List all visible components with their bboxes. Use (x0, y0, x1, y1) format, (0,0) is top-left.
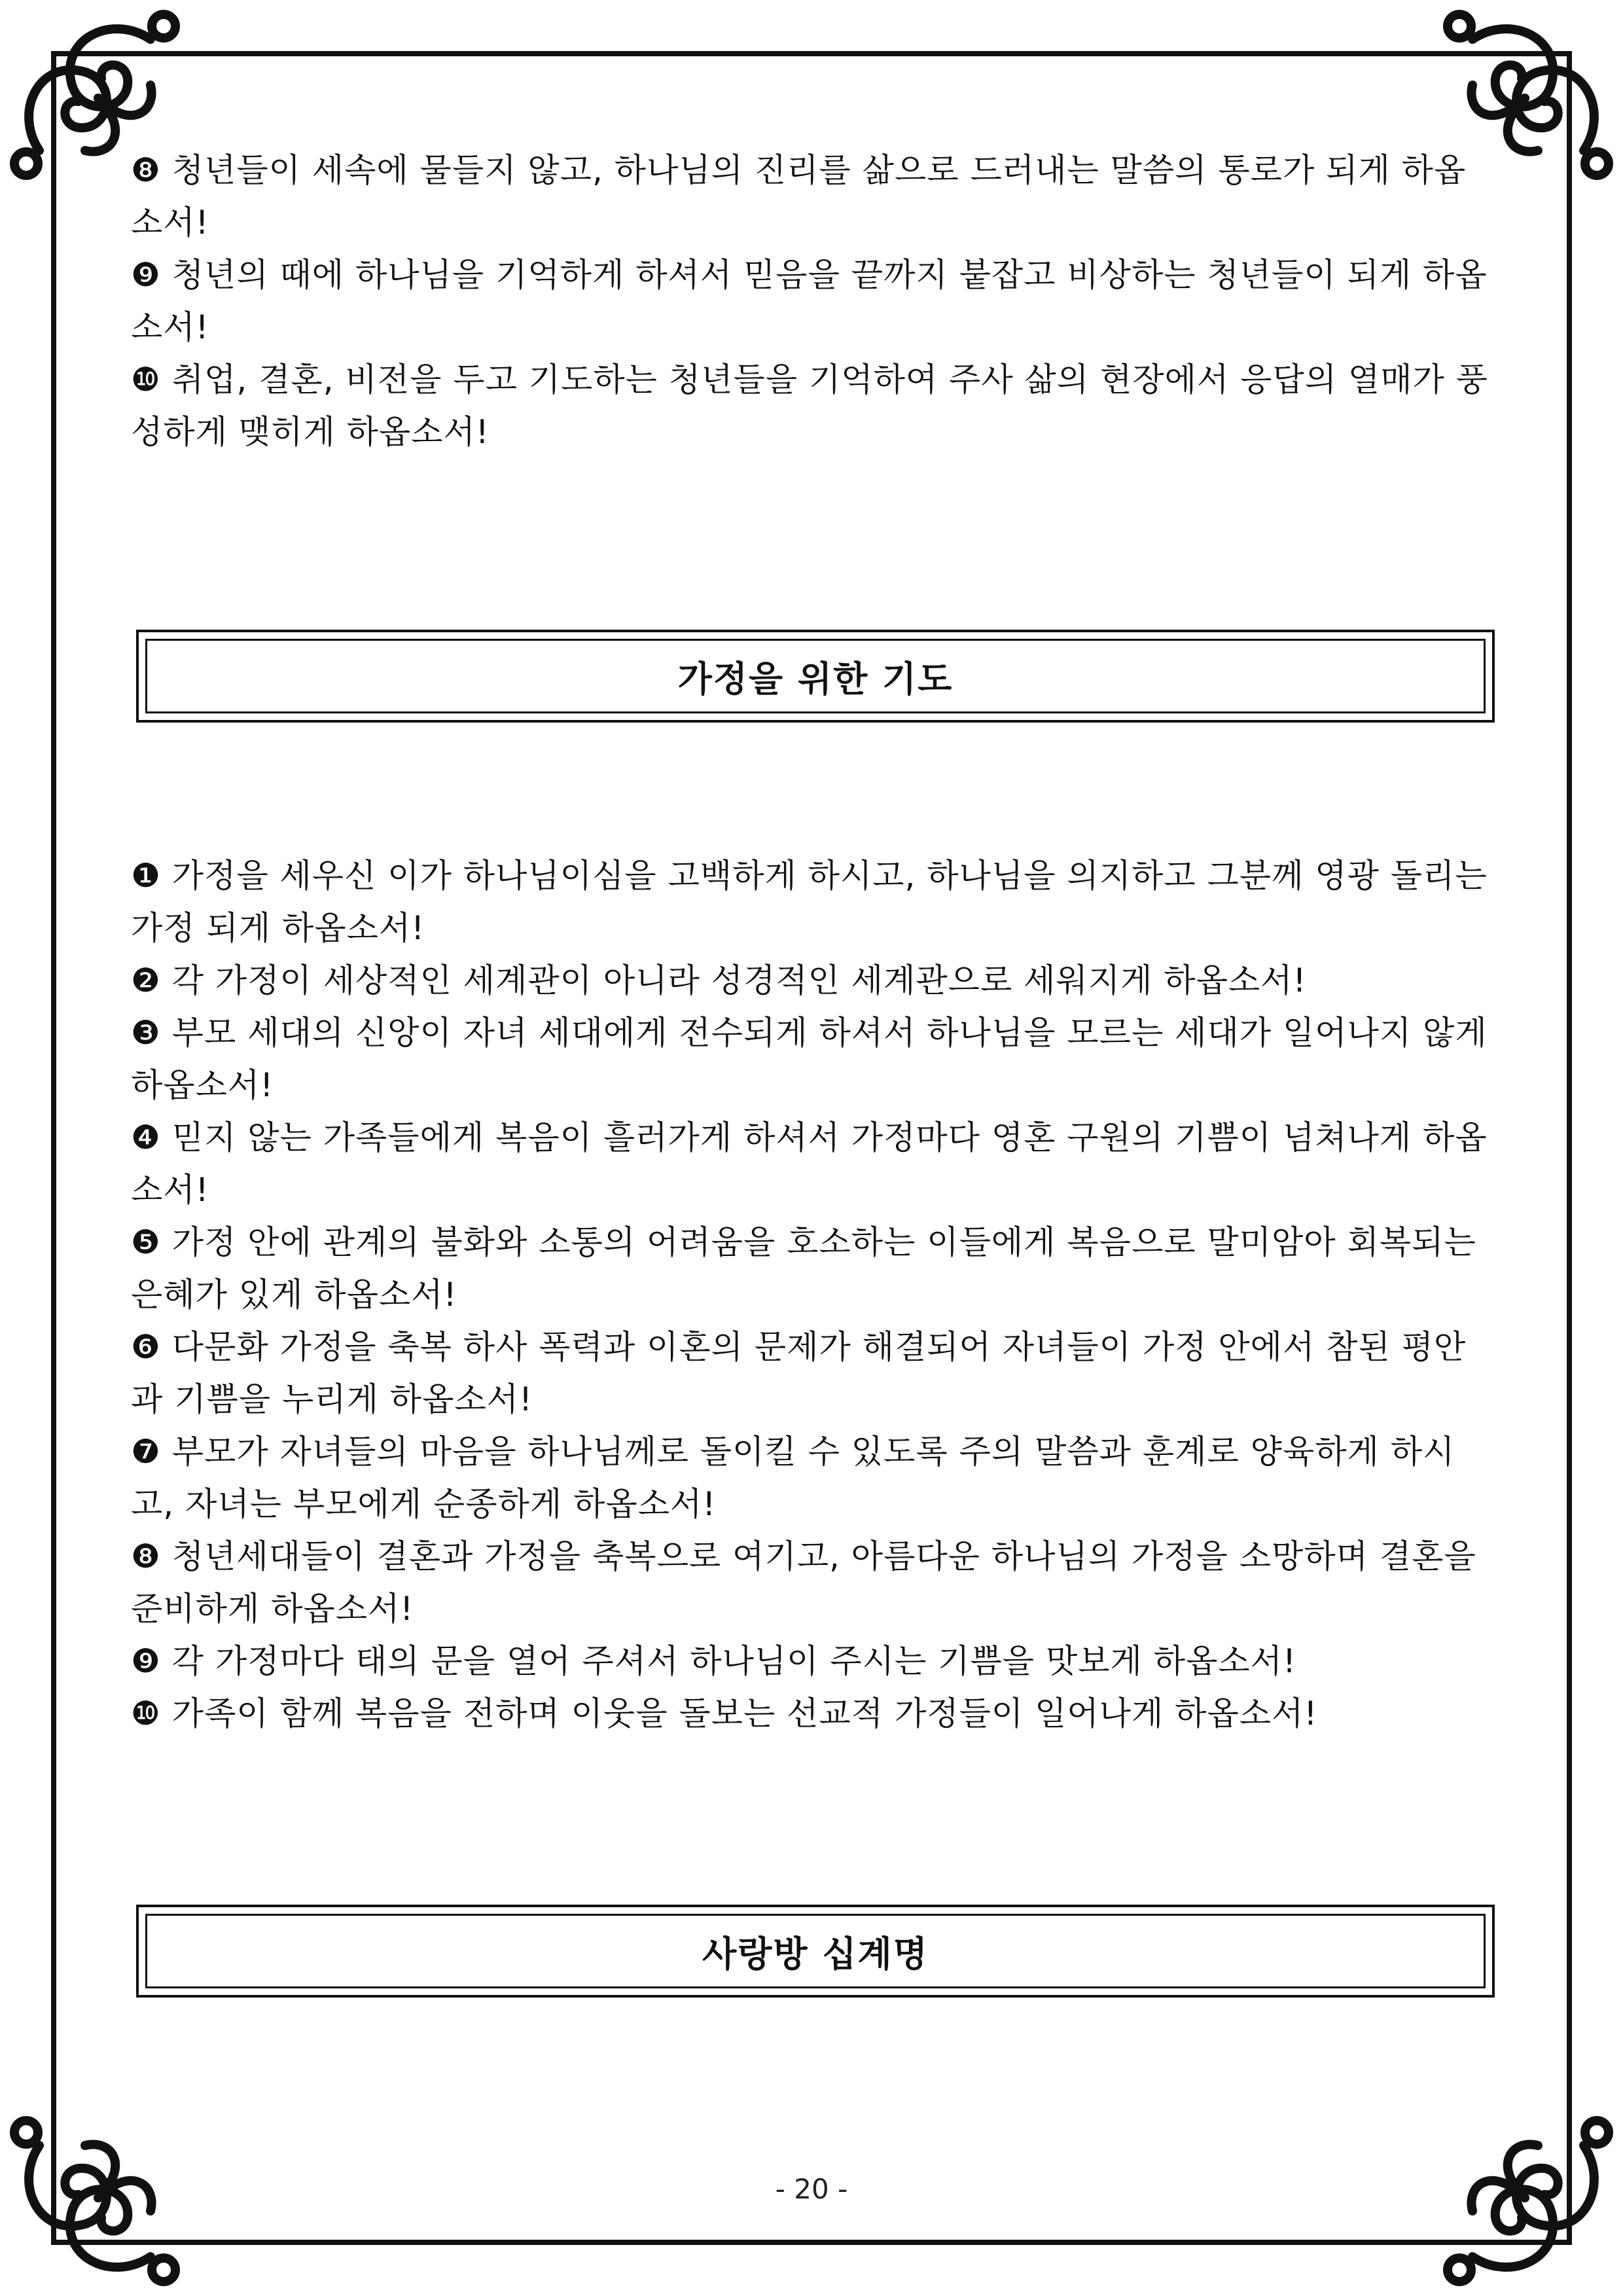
prayer-item: ❼ 부모가 자녀들의 마음을 하나님께로 돌이킬 수 있도록 주의 말씀과 훈계로 양육하게 하시고, 자녀는 부모에게 순종하게 하옵소서! (131, 1433, 1455, 1523)
prayer-item: ❿ 취업, 결혼, 비전을 두고 기도하는 청년들을 기억하여 주사 삶의 현장에서 응답의 열매가 풍성하게 맺히게 하옵소서! (131, 361, 1489, 451)
section-title: 사랑방 십계명 (702, 1933, 929, 1975)
section-title: 가정을 위한 기도 (677, 658, 954, 700)
prayer-item: ❹ 믿지 않는 가족들에게 복음이 흘러가게 하셔서 가정마다 영혼 구원의 기쁨이 넘쳐나게 하옵소서! (131, 1119, 1488, 1209)
prayer-item: ❶ 가정을 세우신 이가 하나님이심을 고백하게 하시고, 하나님을 의지하고 그분께 영광 돌리는 가정 되게 하옵소서! (131, 857, 1488, 947)
section-title-inner-border (145, 1914, 1486, 1988)
family-prayer-list (131, 850, 1492, 1740)
prayer-item: ❺ 가정 안에 관계의 불화와 소통의 어려움을 호소하는 이들에게 복음으로 말미암아 회복되는 은혜가 있게 하옵소서! (131, 1223, 1476, 1314)
page-number: - 20 - (775, 2173, 848, 2205)
prayer-item: ❾ 각 가정마다 태의 문을 열어 주셔서 하나님이 주시는 기쁨을 맛보게 하옵소서! (131, 1642, 1296, 1680)
prayer-item: ❾ 청년의 때에 하나님을 기억하게 하셔서 믿음을 끝까지 붙잡고 비상하는 청년들이 되게 하옵소서! (131, 256, 1488, 346)
section-title-inner-border (145, 639, 1486, 713)
section-title-box (136, 1905, 1495, 1998)
prayer-item: ❷ 각 가정이 세상적인 세계관이 아니라 성경적인 세계관으로 세워지게 하옵소서! (131, 961, 1307, 999)
prayer-item: ❽ 청년들이 세속에 물들지 않고, 하나님의 진리를 삶으로 드러내는 말씀의 통로가 되게 하옵소서! (131, 151, 1467, 242)
section-title-box (136, 630, 1495, 723)
youth-prayer-list (131, 144, 1492, 458)
prayer-item: ❽ 청년세대들이 결혼과 가정을 축복으로 여기고, 아름다운 하나님의 가정을 소망하며 결혼을 준비하게 하옵소서! (131, 1537, 1476, 1628)
prayer-item: ❿ 가족이 함께 복음을 전하며 이웃을 돌보는 선교적 가정들이 일어나게 하옵소서! (131, 1695, 1318, 1732)
prayer-item: ❸ 부모 세대의 신앙이 자녀 세대에게 전수되게 하셔서 하나님을 모르는 세대가 일어나지 않게 하옵소서! (131, 1014, 1488, 1104)
prayer-item: ❻ 다문화 가정을 축복 하사 폭력과 이혼의 문제가 해결되어 자녀들이 가정 안에서 참된 평안과 기쁨을 누리게 하옵소서! (131, 1328, 1467, 1418)
